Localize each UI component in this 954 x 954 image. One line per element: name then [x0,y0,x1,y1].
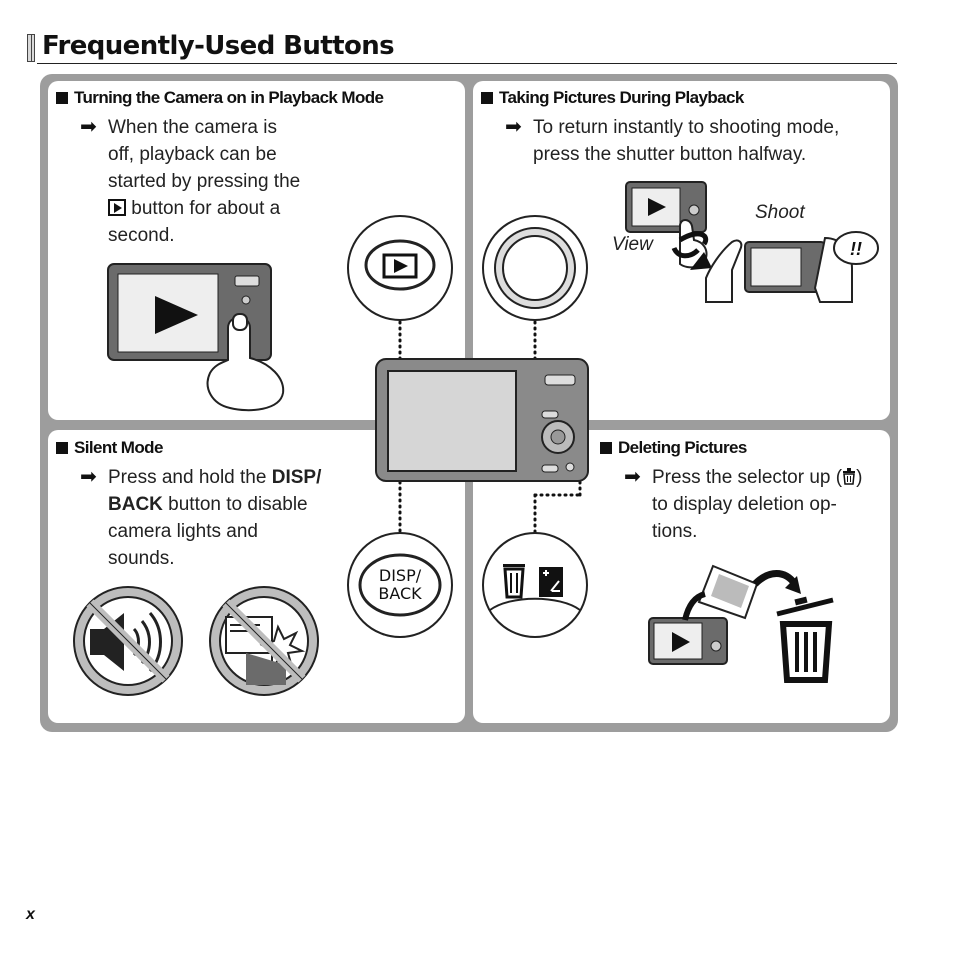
right-arrow-icon: ➡ [80,466,97,488]
title-divider [37,63,897,64]
view-label: View [612,234,653,255]
camera-back-diagram [340,215,610,640]
playback-text: When the camera is off, playback can be started by pressing the button for about a second. [108,117,301,246]
no-flash-icon [206,585,324,703]
exclaim-label: !! [850,239,862,259]
shooting-text: To return instantly to shooting mode, press the shutter button halfway. [533,117,840,165]
deleting-text: Press the selector up ( ) to display deletion op- tions. [652,467,863,542]
heading-deleting: Deleting Pictures [600,438,747,458]
camera-playback-illustration [100,258,300,418]
no-sound-icon [70,585,188,703]
playback-button-icon [108,199,126,216]
right-arrow-icon: ➡ [80,116,97,138]
delete-illustration [645,558,845,688]
silent-text: Press and hold the DISP/ BACK button to disable camera lights and sounds. [108,467,322,569]
view-shoot-illustration [620,178,880,308]
disp-back-label-1: DISP/ [378,566,422,585]
page-title: Frequently-Used Buttons [42,31,395,61]
heading-playback: Turning the Camera on in Playback Mode [56,88,383,108]
heading-silent: Silent Mode [56,438,163,458]
right-arrow-icon: ➡ [624,466,641,488]
shoot-label: Shoot [755,202,805,223]
heading-shooting: Taking Pictures During Playback [481,88,744,108]
right-arrow-icon: ➡ [505,116,522,138]
trash-icon [842,468,856,485]
title-accent-bar [27,34,35,62]
page-number: x [26,906,35,923]
disp-back-label-2: BACK [378,584,422,603]
